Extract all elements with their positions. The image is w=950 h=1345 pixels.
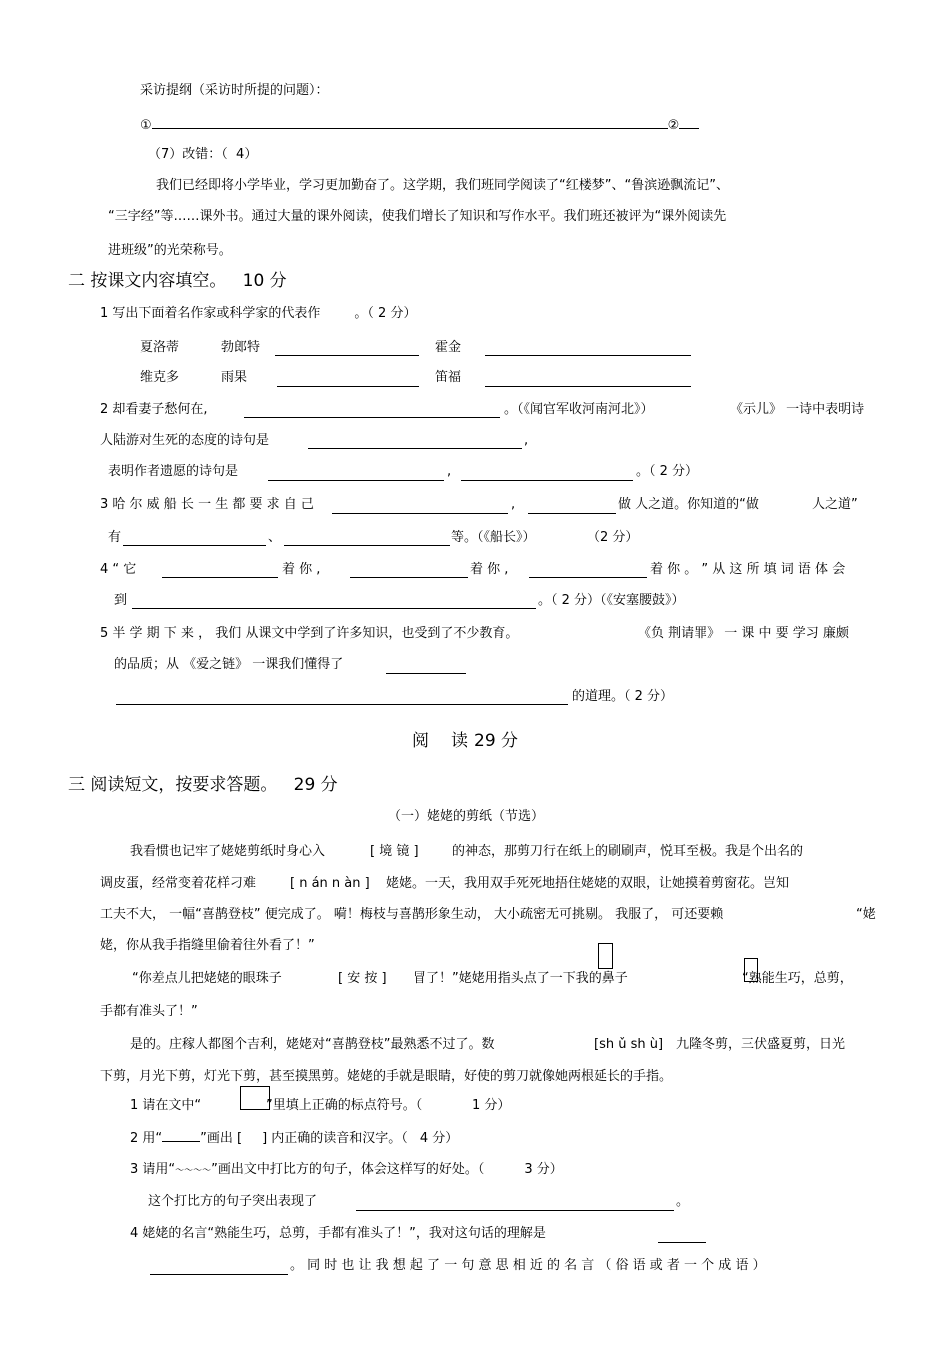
answer-blank[interactable]	[529, 563, 647, 578]
passage-text: 调皮蛋，经常变着花样刁难	[100, 876, 257, 891]
q3-text: 做 人之道。你知道的“做	[618, 497, 759, 512]
passage-text: “姥	[856, 907, 876, 922]
author-name: 勃郎特	[221, 340, 261, 355]
q1-prompt: 1 写出下面着名作家或科学家的代表作 。（ 2 分）	[100, 306, 417, 321]
q4-text: 到	[114, 593, 128, 608]
answer-blank[interactable]	[528, 499, 616, 514]
author-name: 笛福	[435, 370, 462, 385]
q5-text: 5 半 学 期 下 来 ， 我们 从课文中学到了许多知识，也受到了不少教育。	[100, 626, 519, 641]
q2-source: 。（《闻官军收河南河北》）	[504, 402, 654, 417]
reading-q4-continued: 。 同 时 也 让 我 想 起 了 一 句 意 思 相 近 的 名 言 （ 俗 语 或 者 一 个 成 语 ）	[290, 1258, 766, 1273]
answer-blank[interactable]	[485, 341, 691, 356]
choice-bracket: [ n án n àn ]	[290, 876, 370, 891]
q3-text: 有	[108, 530, 122, 545]
correction-paragraph-line: 进班级”的光荣称号。	[108, 243, 232, 258]
q3-text: 人之道”	[812, 497, 858, 512]
punctuation: ,	[511, 497, 516, 512]
answer-blank[interactable]	[277, 372, 419, 387]
q2-text: 《示儿》 一诗中表明诗	[730, 402, 865, 417]
correction-paragraph-line: “三字经”等……课外书。通过大量的课外阅读，使我们增长了知识和写作水平。我们班还被评为“课外阅读先	[108, 209, 727, 224]
passage-text: 是的。庄稼人都图个吉利，姥姥对“喜鹊登枝”最熟悉不过了。数	[130, 1037, 495, 1052]
reading-q1: ”里填上正确的标点符号。（	[266, 1098, 423, 1113]
answer-blank[interactable]	[275, 341, 419, 356]
passage-text: 冒了！”姥姥用指头点了一下我的鼻子	[413, 971, 628, 986]
passage-text: “你差点儿把姥姥的眼珠子	[132, 971, 282, 986]
q2-text: 2 却看妻子愁何在,	[100, 402, 208, 417]
punctuation-box[interactable]	[598, 943, 613, 969]
interview-question-row	[140, 114, 699, 135]
q4-text: 着 你 ,	[282, 562, 321, 577]
reading-q3-sub: 这个打比方的句子突出表现了	[148, 1194, 318, 1209]
q4-score: 。（ 2 分）（《安塞腰鼓》）	[538, 593, 685, 608]
interview-outline-label: 采访提纲（采访时所提的问题）：	[140, 83, 329, 98]
passage-text: 的神态，那剪刀行在纸上的刷刷声，悦耳至极。我是个出名的	[452, 844, 804, 859]
reading-q2: 2 用“ ”画出 [ ] 内正确的读音和汉字。（ 4 分）	[130, 1131, 459, 1146]
passage-text: 九隆冬剪，三伏盛夏剪，日光	[676, 1037, 846, 1052]
q3-score: （2 分）	[587, 530, 639, 545]
author-name: 维克多	[140, 370, 180, 385]
answer-blank[interactable]	[162, 563, 278, 578]
answer-blank[interactable]	[350, 563, 468, 578]
q5-text: 的品质；从 《爱之链》 一课我们懂得了	[114, 657, 344, 672]
author-name: 雨果	[221, 370, 248, 385]
answer-blank[interactable]	[116, 690, 568, 705]
passage-text: 姥姥。一天，我用双手死死地捂住姥姥的双眼，让她摸着剪窗花。岂知	[386, 876, 790, 891]
answer-blank[interactable]	[461, 466, 633, 481]
section-2-title: 二 按课文内容填空。 10 分	[68, 271, 287, 291]
passage-text: “熟能生巧，总剪，	[742, 971, 853, 986]
passage-text: 姥，你从我手指缝里偷着往外看了！”	[100, 938, 315, 953]
answer-blank[interactable]	[386, 659, 466, 674]
q2-text: 人陆游对生死的态度的诗句是	[100, 433, 270, 448]
punctuation: ,	[447, 464, 452, 479]
answer-blank[interactable]	[308, 434, 522, 449]
q3-source: 等。（《船长》）	[451, 530, 536, 545]
answer-blank[interactable]	[485, 372, 691, 387]
reading-q1: 1 请在文中“	[130, 1098, 202, 1113]
question-number-2: ②	[667, 118, 680, 133]
punctuation: ,	[524, 433, 529, 448]
punctuation: 。	[676, 1194, 690, 1209]
passage-text: 下剪，月光下剪，灯光下剪，甚至摸黑剪。姥姥的手就是眼睛，好使的剪刀就像她两根延长的手指。	[100, 1069, 673, 1084]
passage-text: 我看惯也记牢了姥姥剪纸时身心入	[130, 844, 326, 859]
answer-blank[interactable]	[356, 1196, 674, 1211]
answer-blank[interactable]	[332, 499, 508, 514]
q5-score: 的道理。（ 2 分）	[572, 689, 674, 704]
choice-bracket: [ 安 按 ]	[338, 971, 387, 986]
answer-blank[interactable]	[150, 1260, 288, 1275]
answer-blank[interactable]	[679, 114, 699, 129]
reading-q4: 4 姥姥的名言“熟能生巧，总剪，手都有准头了！”，我对这句话的理解是	[130, 1226, 546, 1241]
reading-header: 阅 读 29 分	[412, 731, 519, 751]
correction-label: （7）改错：（ 4）	[148, 147, 258, 162]
author-name: 霍金	[435, 340, 462, 355]
answer-blank[interactable]	[152, 114, 668, 129]
answer-blank[interactable]	[244, 403, 500, 418]
answer-blank[interactable]	[284, 531, 450, 546]
passage-text: 工夫不大， 一幅“喜鹊登枝” 便完成了。 嗬！梅枝与喜鹊形象生动， 大小疏密无可挑剔。 我服了， 可还要赖	[100, 907, 724, 922]
q4-text: 着 你 ,	[470, 562, 509, 577]
q2-text: 表明作者遗愿的诗句是	[108, 464, 239, 479]
choice-bracket: [sh ǔ sh ù]	[594, 1037, 664, 1052]
underline-sample	[162, 1129, 200, 1142]
passage-text: 手都有准头了！”	[100, 1004, 198, 1019]
author-name: 夏洛蒂	[140, 340, 180, 355]
answer-blank[interactable]	[132, 594, 536, 609]
answer-blank[interactable]	[123, 531, 266, 546]
reading-q1-score: 1 分）	[472, 1098, 511, 1113]
question-number-1: ①	[140, 118, 152, 133]
q4-text: 着 你 。 ” 从 这 所 填 词 语 体 会	[650, 562, 846, 577]
q4-text: 4 “ 它	[100, 562, 137, 577]
reading-q3: 3 请用“～～～～”画出文中打比方的句子，体会这样写的好处。（ 3 分）	[130, 1162, 563, 1177]
q5-text: 《负 荆请罪》 一 课 中 要 学习 廉颇	[638, 626, 849, 641]
answer-blank[interactable]	[268, 466, 444, 481]
answer-blank[interactable]	[658, 1228, 706, 1243]
punctuation: 、	[268, 530, 282, 545]
passage-title: （一）姥姥的剪纸（节选）	[388, 809, 545, 824]
q2-score: 。（ 2 分）	[636, 464, 699, 479]
correction-paragraph-line: 我们已经即将小学毕业，学习更加勤奋了。这学期，我们班同学阅读了“红楼梦”、“鲁滨逊飘流记”、	[156, 178, 729, 193]
q3-text: 3 哈 尔 威 船 长 一 生 都 要 求 自 己	[100, 497, 314, 512]
section-3-title: 三 阅读短文，按要求答题。 29 分	[68, 775, 338, 795]
wavy-line-sample: ～～～～	[175, 1166, 212, 1176]
choice-bracket: [ 境 镜 ]	[370, 844, 419, 859]
